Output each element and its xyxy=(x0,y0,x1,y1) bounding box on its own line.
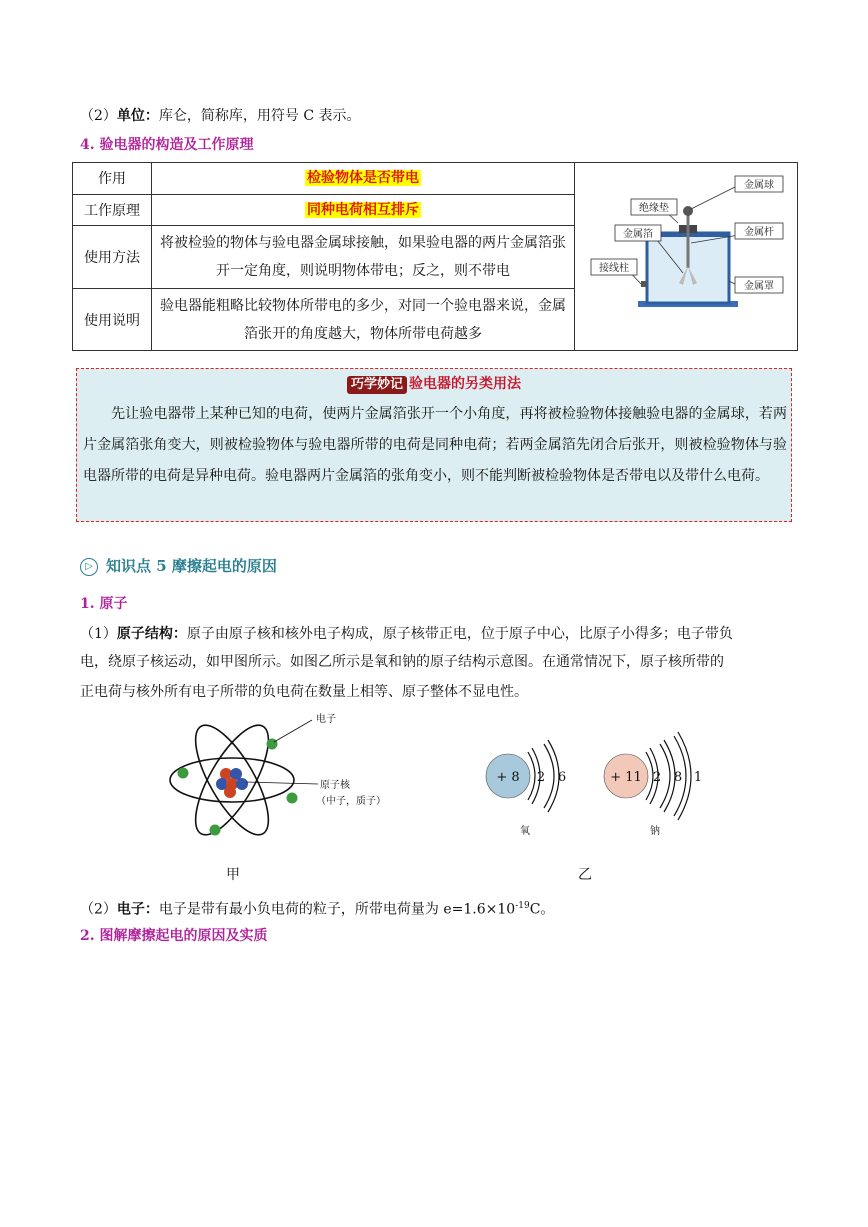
electron xyxy=(178,768,189,779)
electron xyxy=(267,739,278,750)
unit-label: 单位： xyxy=(116,108,159,124)
arrow-circle-icon: ▷ xyxy=(80,558,98,576)
callout-badge: 巧学妙记 xyxy=(347,376,407,394)
electroscope-figure-cell xyxy=(575,163,798,351)
row-label-notes: 使用说明 xyxy=(73,289,152,351)
oxygen-shell-1: 2 xyxy=(536,770,546,785)
label-metal-foil: 金属箔 xyxy=(623,229,653,240)
notes-text: 验电器能粗略比较物体所带电的多少，对同一个验电器来说，金属箔张开的角度越大，物体所带电荷越多 xyxy=(152,289,575,351)
nucleus-label: 原子核 xyxy=(320,780,350,791)
label-insulator: 绝缘垫 xyxy=(639,203,669,214)
row-label-usage: 使用方法 xyxy=(73,226,152,289)
table-row xyxy=(73,163,798,195)
label-terminal: 接线柱 xyxy=(599,263,629,274)
row-label-principle: 工作原理 xyxy=(73,194,152,226)
electron-label: 电子 xyxy=(316,714,336,725)
sodium-shell-2: 8 xyxy=(673,770,683,785)
usage-text: 将被检验的物体与验电器金属球接触，如果验电器的两片金属箔张开一定角度，则说明物体带电；反之，则不带电 xyxy=(152,226,575,289)
tip-callout xyxy=(76,368,792,522)
oxygen-shell-2: 6 xyxy=(557,770,567,785)
terminal-post xyxy=(641,281,647,287)
knowledge-point-heading: ▷ 知识点 5 摩擦起电的原因 xyxy=(80,555,277,577)
electron xyxy=(210,825,221,836)
nucleus-sublabel: （中子，质子） xyxy=(316,796,386,807)
metal-ball xyxy=(683,206,693,216)
section-4-title: 4. 验电器的构造及工作原理 xyxy=(80,137,254,153)
nucleus xyxy=(216,768,248,798)
label-metal-cover: 金属罩 xyxy=(744,281,774,292)
atom-model-diagram xyxy=(160,712,400,842)
electron-line: （2）电子：电子是带有最小负电荷的粒子，所带电荷量为 $e=1.6\times 10^{-19}C$。 xyxy=(80,901,555,918)
label-metal-ball: 金属球 xyxy=(744,180,774,191)
section-2-title: 2. 图解摩擦起电的原因及实质 xyxy=(80,928,268,944)
unit-line: （2）单位：库仑，简称库，用符号 C 表示。 xyxy=(80,108,361,124)
atom-section-title: 1. 原子 xyxy=(80,596,128,612)
callout-text: 先让验电器带上某种已知的电荷，使两片金属箔张开一个小角度，再将被检验物体接触验电器的金属球，若两片金属箔张角变大，则被检验物体与验电器所带的电荷是同种电荷；若两金属箔先闭合后张开，则被检验物体与验电器所带的电荷是异种电荷。验电器两片金属箔的张角变小，则不能判断被检验物体是否带电以及带什么电荷。 xyxy=(83,406,787,484)
sodium-shell-1: 2 xyxy=(652,770,662,785)
figure-yi-caption: 乙 xyxy=(578,867,592,883)
oxygen-name: 氧 xyxy=(520,826,530,837)
principle-text: 同种电荷相互排斥 xyxy=(307,201,419,218)
figure-jia-caption: 甲 xyxy=(226,867,240,883)
sodium-nucleus-charge: + 11 xyxy=(610,770,642,785)
atom-structure-line-1: （1）原子结构：原子由原子核和核外电子构成，原子核带正电，位于原子中心，比原子小得多；电子带负 xyxy=(80,626,733,642)
sodium-name: 钠 xyxy=(650,826,660,837)
oxygen-nucleus-charge: + 8 xyxy=(496,770,520,785)
function-text: 检验物体是否带电 xyxy=(307,170,419,187)
electroscope-diagram xyxy=(583,163,789,346)
row-label-function: 作用 xyxy=(73,163,152,195)
callout-title: 巧学妙记 验电器的另类用法 xyxy=(77,375,791,394)
label-metal-rod: 金属杆 xyxy=(744,227,774,238)
sodium-shell-3: 1 xyxy=(693,770,703,785)
electroscope-table xyxy=(72,162,798,351)
atom-structure-line-2: 电，绕原子核运动，如甲图所示。如图乙所示是氧和钠的原子结构示意图。在通常情况下，原子核所带的 xyxy=(80,654,724,670)
atom-structure-line-3: 正电荷与核外所有电子所带的负电荷在数量上相等、原子整体不显电性。 xyxy=(80,684,528,700)
electron xyxy=(287,793,298,804)
atomic-structure-diagram xyxy=(470,726,720,842)
